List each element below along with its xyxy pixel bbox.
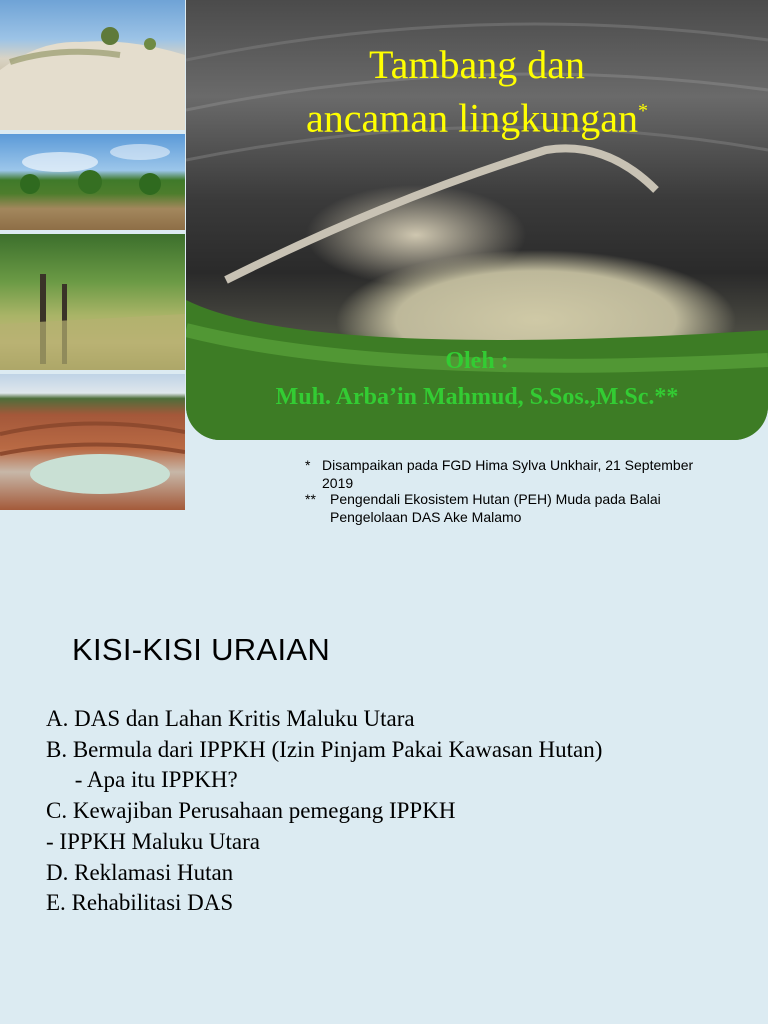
outline-item: D. Reklamasi Hutan xyxy=(46,859,234,885)
title-line-1: Tambang dan xyxy=(368,42,585,87)
outline-item: B. Bermula dari IPPKH (Izin Pinjam Pakai Kawasan Hutan) xyxy=(46,736,603,762)
open-pit-photo xyxy=(0,374,185,510)
savanna-drawing xyxy=(0,134,185,230)
title-footnote-mark: * xyxy=(638,100,649,122)
footnote-1 xyxy=(305,456,735,492)
grassland-photo xyxy=(0,234,185,370)
grassland-drawing xyxy=(0,234,185,370)
outline-item: - IPPKH Maluku Utara xyxy=(46,828,260,854)
hero-mine-photo xyxy=(186,0,768,440)
footnote-2-text: Pengendali Ekosistem Hutan (PEH) Muda pada Balai Pengelolaan DAS Ake Malamo xyxy=(330,491,661,525)
footnote-1-text: Disampaikan pada FGD Hima Sylva Unkhair, 21 September 2019 xyxy=(322,457,694,491)
open-pit-drawing xyxy=(0,374,185,510)
author-name: Muh. Arba’in Mahmud, S.Sos.,M.Sc.** xyxy=(275,384,679,410)
sandy-hill-photo xyxy=(0,0,185,130)
outline-item: E. Rehabilitasi DAS xyxy=(46,890,234,916)
slide-title xyxy=(186,42,768,141)
outline-heading: KISI-KISI URAIAN xyxy=(72,632,331,667)
footnote-1-mark: * xyxy=(305,457,311,473)
savanna-photo xyxy=(0,134,185,230)
outline-item: - Apa itu IPPKH? xyxy=(46,767,238,793)
footnote-2 xyxy=(305,490,735,526)
footnote-2-mark: ** xyxy=(305,491,316,507)
title-line-2: ancaman lingkungan xyxy=(305,95,639,141)
outline-item: C. Kewajiban Perusahaan pemegang IPPKH xyxy=(46,798,456,824)
outline-list xyxy=(46,704,602,919)
sandy-hill-drawing xyxy=(0,0,185,130)
outline-item: A. DAS dan Lahan Kritis Maluku Utara xyxy=(46,706,415,731)
by-label: Oleh : xyxy=(445,348,509,374)
